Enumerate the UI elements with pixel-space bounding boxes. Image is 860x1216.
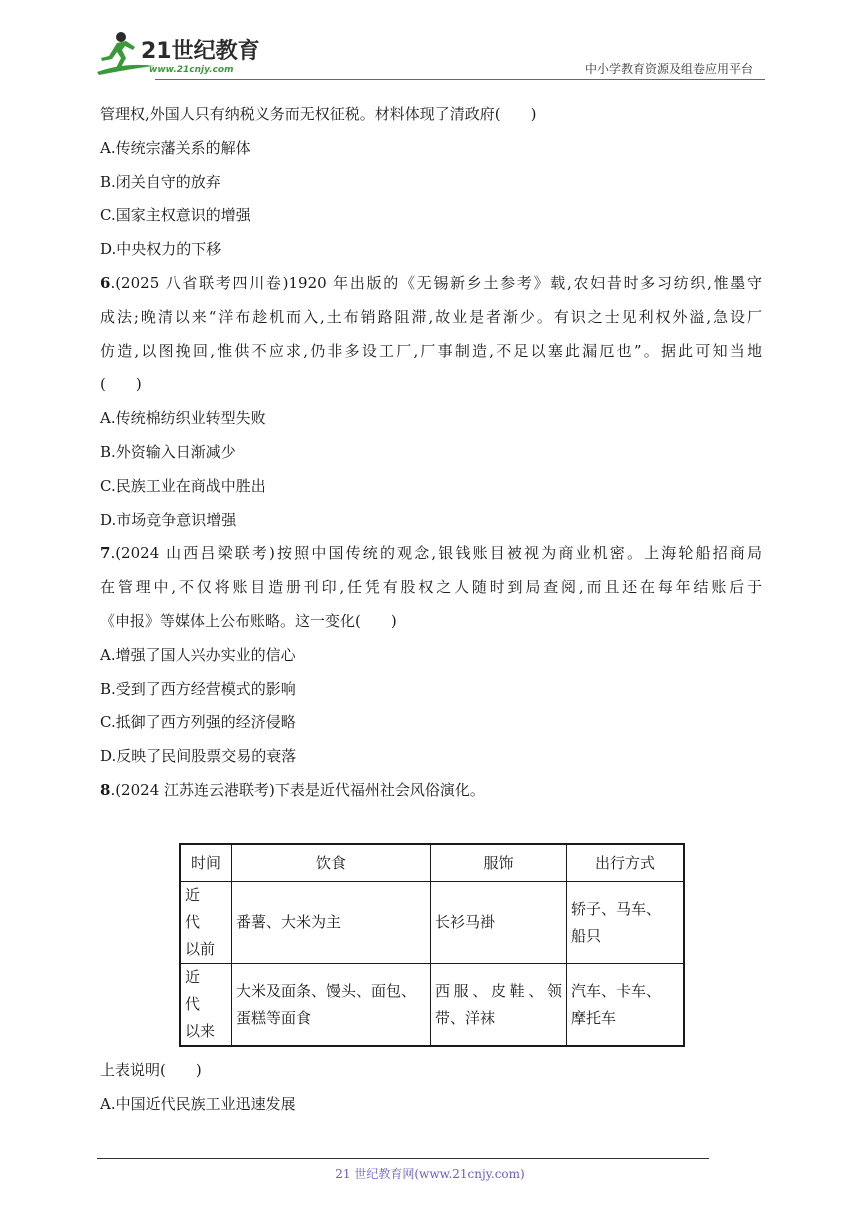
table-cell-clothing: 西服、皮鞋、领 带、洋袜	[431, 964, 567, 1047]
question-number: 8	[100, 780, 111, 799]
answer-option	[100, 740, 762, 774]
table-header-cell: 饮食	[232, 844, 431, 882]
line-text: D.市场竞争意识增强	[100, 510, 237, 529]
question-number: 7	[100, 544, 111, 563]
customs-table-wrapper	[179, 843, 685, 1047]
answer-option	[100, 402, 762, 436]
line-text: A.增强了国人兴办实业的信心	[100, 645, 296, 664]
answer-option	[100, 673, 762, 707]
question-line	[100, 267, 762, 301]
table-cell-food: 番薯、大米为主	[232, 882, 431, 964]
answer-option	[100, 470, 762, 504]
footer-divider	[97, 1158, 709, 1159]
question-text-line	[100, 571, 762, 605]
table-row	[180, 882, 684, 964]
line-text: 《申报》等媒体上公布账略。这一变化( )	[100, 611, 397, 630]
question-stem-line: 上表说明( )	[100, 1061, 202, 1079]
table-cell-transport: 轿子、马车、 船只	[567, 882, 685, 964]
table-row	[180, 964, 684, 1047]
line-text: B.闭关自守的放弃	[100, 172, 221, 191]
table-cell-transport: 汽车、卡车、 摩托车	[567, 964, 685, 1047]
footer-text: 21 世纪教育网(www.21cnjy.com)	[335, 1167, 525, 1181]
line-text: 成法;晚清以来“洋布趁机而入,土布销路阻滞,故业是者渐少。有识之士见利权外溢,急设厂	[100, 307, 762, 326]
line-text: A.传统宗藩关系的解体	[100, 138, 251, 157]
line-text: A.传统棉纺织业转型失败	[100, 409, 266, 428]
line-text: B.受到了西方经营模式的影响	[100, 679, 296, 698]
table-header-cell: 出行方式	[567, 844, 685, 882]
question-line	[100, 774, 762, 808]
line-text: .(2024 山西吕梁联考)按照中国传统的观念,银钱账目被视为商业机密。上海轮船招商局	[110, 544, 762, 563]
question-line	[100, 537, 762, 571]
answer-option	[100, 504, 762, 538]
question-text-line	[100, 98, 762, 132]
site-logo	[95, 28, 265, 78]
line-text: C.国家主权意识的增强	[100, 206, 251, 225]
table-header-cell: 时间	[180, 844, 232, 882]
line-text: 在管理中,不仅将账目造册刊印,任凭有股权之人随时到局查阅,而且还在每年结账后于	[100, 578, 762, 597]
answer-option	[100, 132, 762, 166]
line-text: .(2024 江苏连云港联考)下表是近代福州社会风俗演化。	[110, 780, 485, 799]
table-cell-period: 近 代 以前	[180, 882, 232, 964]
answer-option	[100, 233, 762, 267]
question-text	[100, 98, 762, 808]
line-text: .(2025 八省联考四川卷)1920 年出版的《无锡新乡土参考》载,农妇昔时多习纺织,惟墨守	[110, 273, 762, 292]
page-header	[95, 28, 765, 80]
answer-option	[100, 639, 762, 673]
customs-table	[179, 843, 685, 1047]
logo-url: www.21cnjy.com	[149, 65, 234, 75]
table-cell-clothing: 长衫马褂	[431, 882, 567, 964]
header-slogan: 中小学教育资源及组卷应用平台	[584, 62, 753, 76]
line-text: D.反映了民间股票交易的衰落	[100, 747, 297, 766]
answer-option	[100, 199, 762, 233]
table-header-row	[180, 844, 684, 882]
question-text-line	[100, 368, 762, 402]
line-text: C.民族工业在商战中胜出	[100, 476, 266, 495]
line-text: 仿造,以图挽回,惟供不应求,仍非多设工厂,厂事制造,不足以塞此漏厄也”。据此可知当地	[100, 341, 762, 360]
header-divider	[155, 79, 765, 80]
line-text: C.抵御了西方列强的经济侵略	[100, 713, 296, 732]
answer-option: A.中国近代民族工业迅速发展	[100, 1094, 296, 1113]
line-text: 管理权,外国人只有纳税义务而无权征税。材料体现了清政府( )	[100, 105, 537, 123]
table-header-cell: 服饰	[431, 844, 567, 882]
question-text-line	[100, 301, 762, 335]
question-text-line	[100, 605, 762, 639]
logo-text: 21世纪教育	[141, 39, 260, 64]
question-text-line	[100, 335, 762, 369]
line-text: D.中央权力的下移	[100, 240, 222, 259]
answer-option	[100, 166, 762, 200]
line-text: B.外资输入日渐减少	[100, 442, 236, 461]
question-followup	[100, 1054, 762, 1122]
answer-option	[100, 436, 762, 470]
table-cell-period: 近 代 以来	[180, 964, 232, 1047]
question-number: 6	[100, 273, 111, 292]
answer-option	[100, 706, 762, 740]
table-cell-food: 大米及面条、馒头、面包、 蛋糕等面食	[232, 964, 431, 1047]
line-text: ( )	[100, 375, 142, 394]
